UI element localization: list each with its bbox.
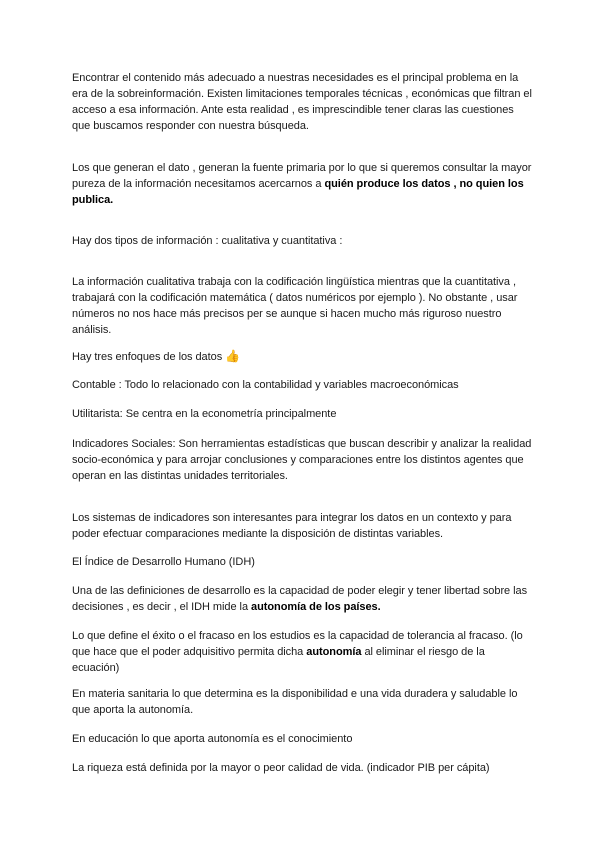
- paragraph-indicator-systems: Los sistemas de indicadores son interesantes para integrar los datos en un contexto y para poder efectuar comparaciones mediante la disposición de distintas variables.: [72, 512, 512, 540]
- success-failure-text-end: al eliminar el riesgo de la ecuación): [72, 646, 485, 674]
- primary-source-text: Los que generan el dato , generan la fuente primaria por lo que si queremos consultar la mayor pureza de la información necesitamos acercarnos a: [72, 162, 532, 190]
- paragraph-success-failure: [72, 628, 534, 676]
- paragraph-development-definition: [72, 583, 534, 615]
- paragraph-data-approaches: [72, 349, 240, 365]
- paragraph-education: En educación lo que aporta autonomía es el conocimiento: [72, 733, 353, 745]
- paragraph-social-indicators: Indicadores Sociales: Son herramientas estadísticas que buscan describir y analizar la realidad socio-económica y para arrojar conclusiones y comparaciones entre los distintos agentes que operan en las distintas unidades territoriales.: [72, 438, 532, 482]
- success-failure-bold: autonomía: [306, 646, 362, 658]
- data-approaches-text: Hay tres enfoques de los datos: [72, 351, 223, 363]
- primary-source-bold: quién produce los datos , no quien los publica.: [72, 178, 524, 206]
- success-failure-text: Lo que define el éxito o el fracaso en los estudios es la capacidad de tolerancia al fracaso. (lo que hace que el poder adquisitivo permita dicha: [72, 630, 523, 658]
- paragraph-utilitarista: Utilitarista: Se centra en la econometría principalmente: [72, 408, 337, 420]
- paragraph-health: En materia sanitaria lo que determina es la disponibilidad e una vida duradera y saludable lo que aporta la autonomía.: [72, 688, 518, 716]
- development-definition-text: Una de las definiciones de desarrollo es la capacidad de poder elegir y tener libertad sobre las decisiones , es decir , el IDH mide la: [72, 585, 528, 613]
- paragraph-idh-heading: El Índice de Desarrollo Humano (IDH): [72, 556, 255, 568]
- paragraph-wealth: La riqueza está definida por la mayor o peor calidad de vida. (indicador PIB per cápita): [72, 762, 490, 774]
- paragraph-primary-source: [72, 160, 534, 208]
- development-definition-bold: autonomía de los países.: [251, 601, 381, 613]
- paragraph-info-types: Hay dos tipos de información : cualitativa y cuantitativa :: [72, 235, 343, 247]
- paragraph-overload: Encontrar el contenido más adecuado a nuestras necesidades es el principal problema en la era de la sobreinformación. Existen limitaciones temporales técnicas , económicas que filtran el acceso a esa información. Ante esta realidad , es imprescindible tener claras las cuestiones que buscamos responder con nuestra búsqueda.: [72, 72, 532, 132]
- paragraph-qualitative-quantitative: La información cualitativa trabaja con la codificación lingüística mientras que la cuantitativa , trabajará con la codificación matemática ( datos numéricos por ejemplo ). No obstante , usar números no nos hace más precisos per se aunque si hacen mucho más riguroso nuestro análisis.: [72, 276, 518, 336]
- thumbs-up-icon: 👍: [225, 349, 241, 363]
- paragraph-contable: Contable : Todo lo relacionado con la contabilidad y variables macroeconómicas: [72, 379, 459, 391]
